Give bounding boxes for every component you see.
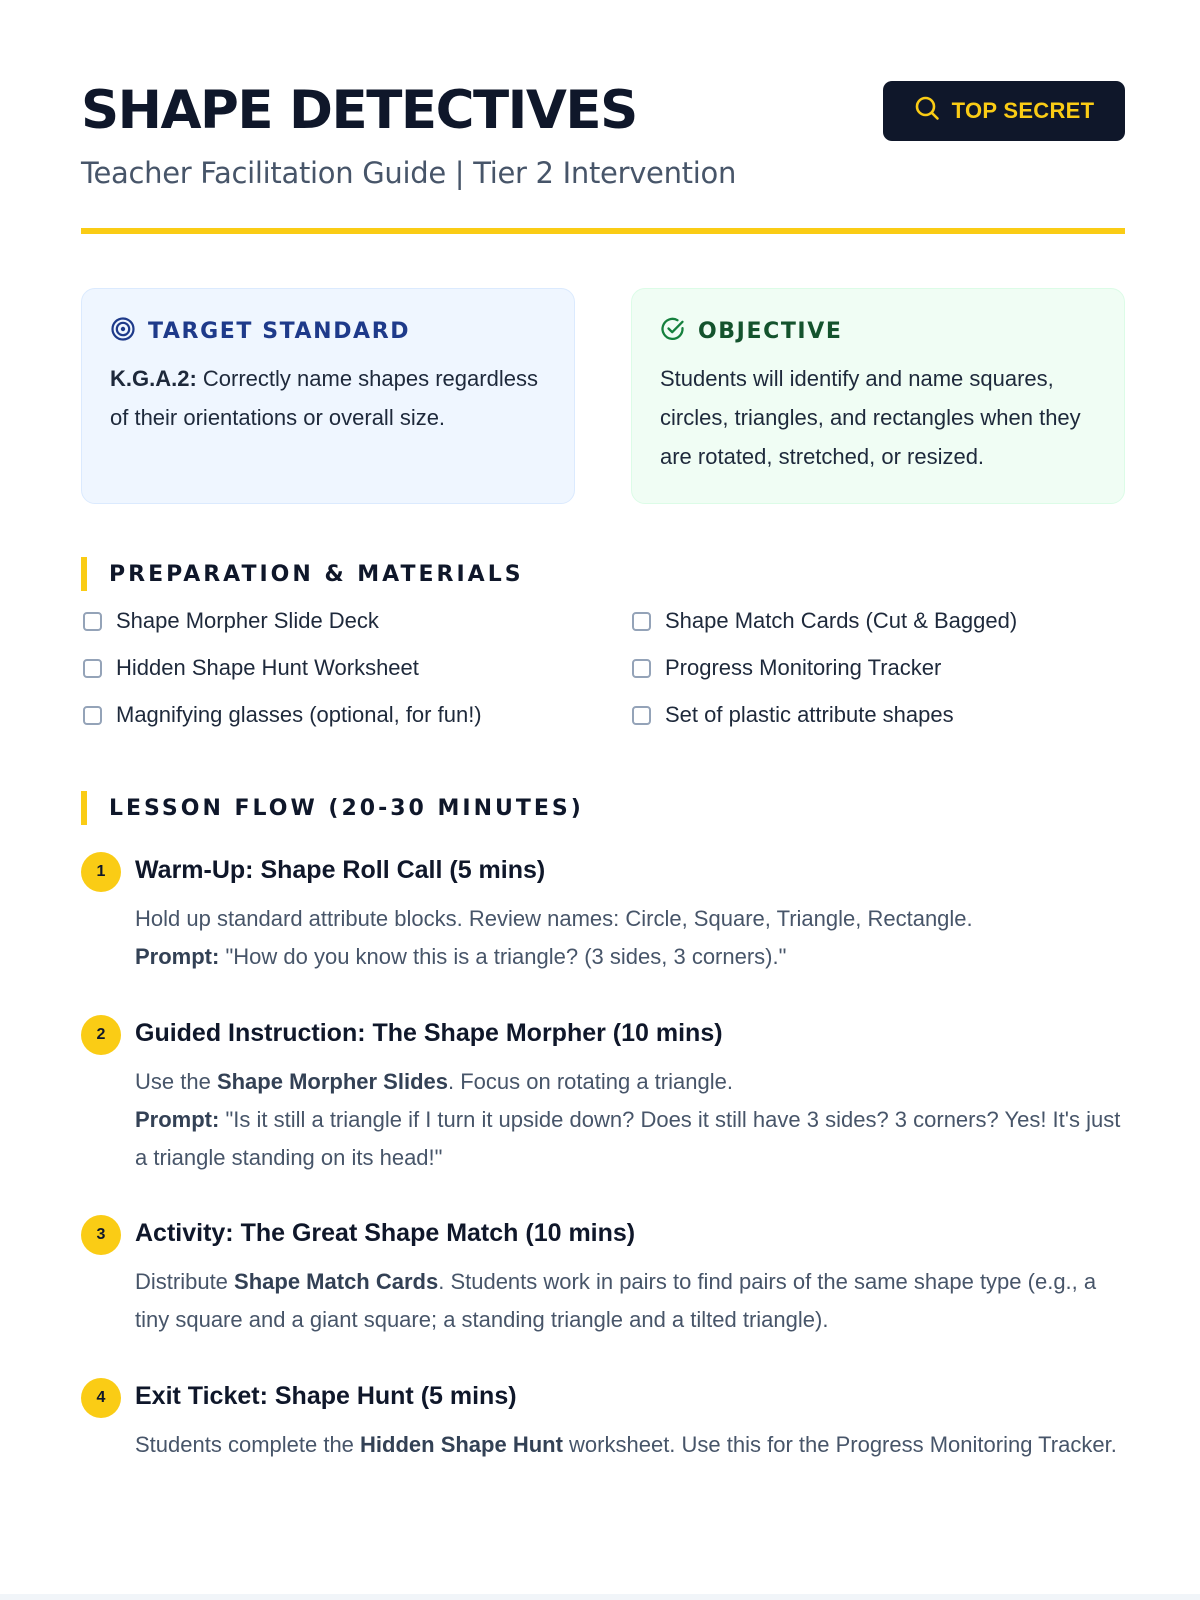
- standard-description: Correctly name shapes regardless of their orientations or overall size.: [110, 366, 538, 430]
- lesson-flow-heading: LESSON FLOW (20-30 MINUTES): [81, 791, 584, 825]
- text-part: . Students work in pairs to find pairs of the same shape type (e.g., a tiny square and a giant square; a standing triangle and a tilted triangle).: [135, 1269, 1097, 1332]
- target-standard-heading: TARGET STANDARD: [148, 318, 411, 344]
- target-standard-card: [81, 288, 575, 504]
- material-item[interactable]: [632, 655, 941, 681]
- step-title: Exit Ticket: Shape Hunt (5 mins): [135, 1382, 517, 1410]
- header-divider: [81, 228, 1125, 234]
- step-description: [135, 1063, 1125, 1177]
- objective-card: [631, 288, 1125, 504]
- prompt-label: Prompt:: [135, 1107, 220, 1132]
- step-number: 2: [81, 1015, 121, 1055]
- checkbox[interactable]: [632, 659, 651, 678]
- step-prompt: [135, 938, 1125, 976]
- page-title: SHAPE DETECTIVES: [81, 80, 637, 141]
- search-icon: [914, 95, 940, 127]
- step-number: 4: [81, 1378, 121, 1418]
- top-secret-label: TOP SECRET: [951, 98, 1095, 123]
- prompt-text: "How do you know this is a triangle? (3 sides, 3 corners).": [219, 944, 787, 969]
- text-part: worksheet. Use this for the Progress Monitoring Tracker.: [562, 1432, 1117, 1457]
- step-text: [135, 1063, 1125, 1101]
- text-part: . Focus on rotating a triangle.: [448, 1069, 733, 1094]
- target-icon: [110, 316, 136, 347]
- prompt-label: Prompt:: [135, 944, 220, 969]
- footer-band: [0, 1594, 1200, 1600]
- material-label: Shape Match Cards (Cut & Bagged): [665, 608, 1018, 633]
- material-label: Set of plastic attribute shapes: [665, 702, 954, 727]
- material-item[interactable]: [632, 608, 1017, 634]
- materials-heading: PREPARATION & MATERIALS: [81, 557, 524, 591]
- text-part: Students complete the: [135, 1432, 361, 1457]
- material-label: Shape Morpher Slide Deck: [116, 608, 379, 633]
- step-number: 3: [81, 1215, 121, 1255]
- objective-heading: OBJECTIVE: [698, 318, 843, 344]
- step-title: Guided Instruction: The Shape Morpher (10 mins): [135, 1019, 723, 1047]
- material-reference: Shape Match Cards: [234, 1269, 439, 1294]
- material-reference: Hidden Shape Hunt: [360, 1432, 563, 1457]
- step-prompt: [135, 1101, 1125, 1177]
- standard-code: K.G.A.2:: [110, 366, 197, 391]
- step-title: Activity: The Great Shape Match (10 mins): [135, 1219, 636, 1247]
- step-number: 1: [81, 852, 121, 892]
- material-item[interactable]: [83, 702, 482, 728]
- material-label: Hidden Shape Hunt Worksheet: [116, 655, 419, 680]
- material-label: Magnifying glasses (optional, for fun!): [116, 702, 482, 727]
- prompt-text: "Is it still a triangle if I turn it upside down? Does it still have 3 sides? 3 corners? Yes! It's just a triangle standing on its head!": [135, 1107, 1121, 1170]
- check-circle-icon: [660, 316, 686, 347]
- material-item[interactable]: [632, 702, 954, 728]
- header: [81, 80, 1125, 195]
- step-title: Warm-Up: Shape Roll Call (5 mins): [135, 856, 546, 884]
- objective-text: Students will identify and name squares, circles, triangles, and rectangles when they are rotated, stretched, or resized.: [660, 366, 1081, 469]
- step-description: [135, 1426, 1125, 1464]
- text-part: Use the: [135, 1069, 217, 1094]
- material-label: Progress Monitoring Tracker: [665, 655, 942, 680]
- checkbox[interactable]: [83, 612, 102, 631]
- checkbox[interactable]: [83, 706, 102, 725]
- page-subtitle: Teacher Facilitation Guide | Tier 2 Intervention: [81, 156, 737, 190]
- step-description: [135, 900, 1125, 976]
- material-item[interactable]: [83, 655, 419, 681]
- top-secret-badge: [883, 81, 1125, 141]
- checkbox[interactable]: [632, 612, 651, 631]
- target-standard-text: [110, 359, 546, 437]
- step-description: [135, 1263, 1125, 1339]
- material-item[interactable]: [83, 608, 379, 634]
- checkbox[interactable]: [83, 659, 102, 678]
- material-reference: Shape Morpher Slides: [216, 1069, 448, 1094]
- step-text: Hold up standard attribute blocks. Review names: Circle, Square, Triangle, Rectangle.: [135, 906, 973, 931]
- text-part: Distribute: [135, 1269, 235, 1294]
- checkbox[interactable]: [632, 706, 651, 725]
